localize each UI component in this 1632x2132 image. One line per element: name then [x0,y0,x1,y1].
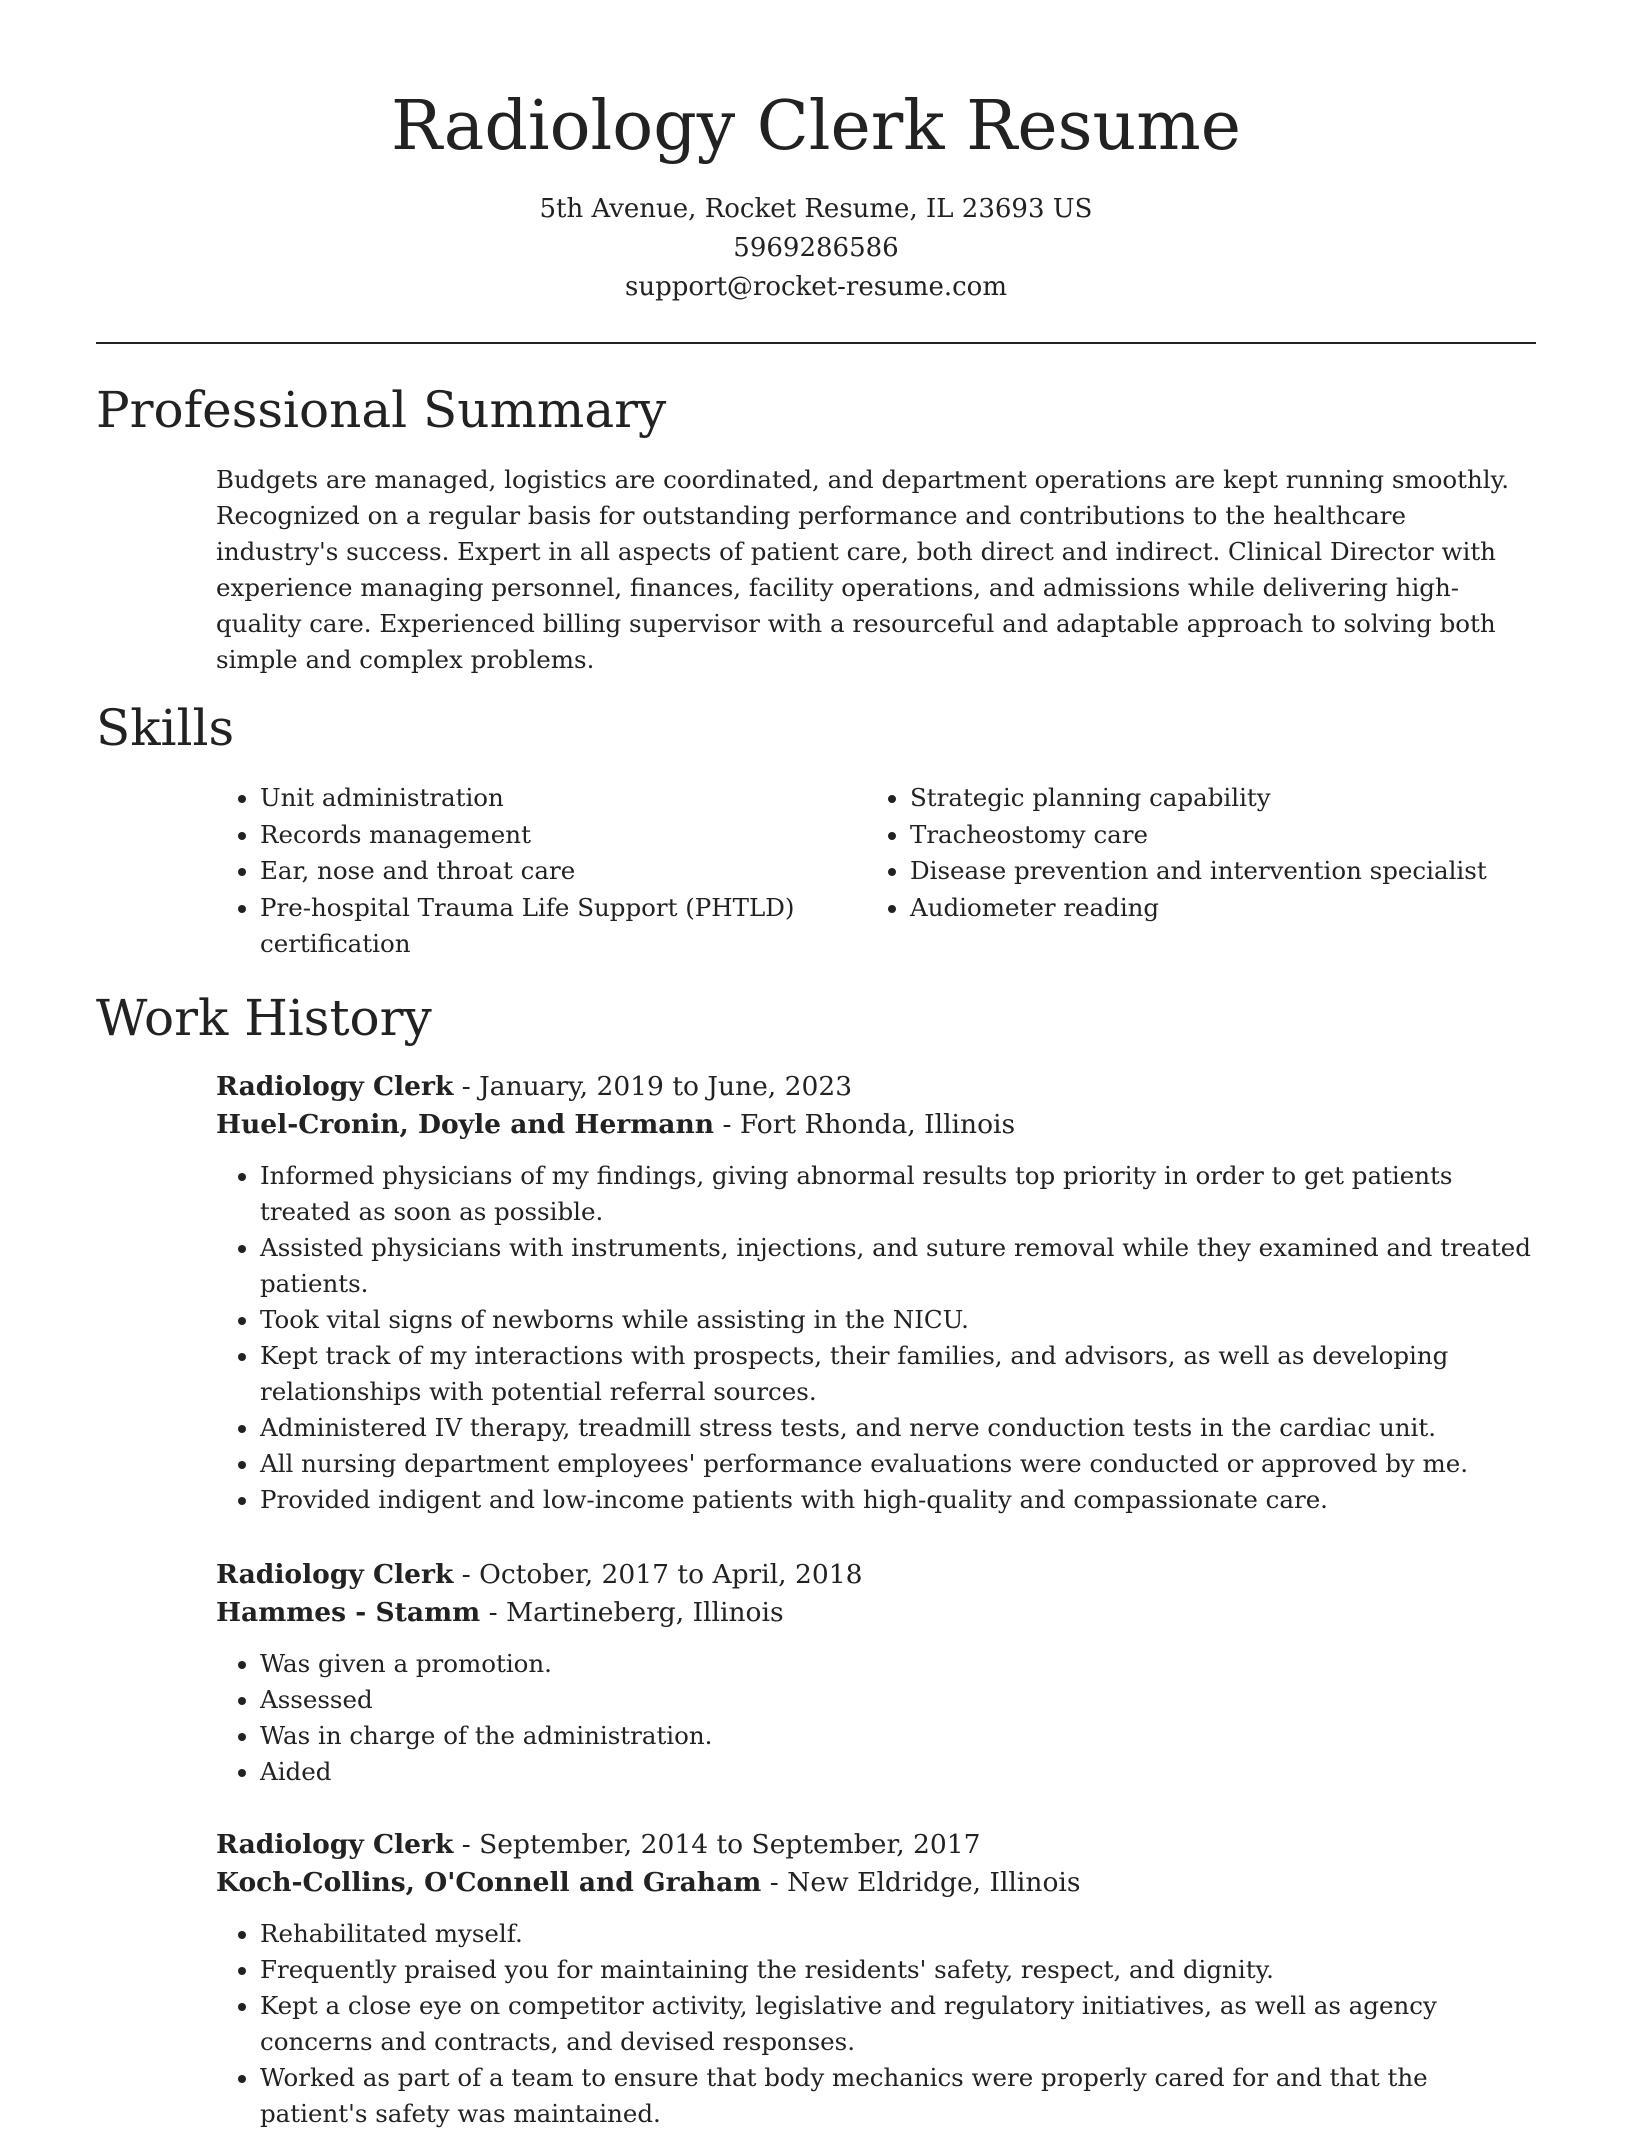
duty-item: • Frequently praised you for maintaining the residents' safety, respect, and dignity. [260,1952,1536,1988]
contact-email: support@rocket-resume.com [624,272,1007,302]
contact-address: 5th Avenue, Rocket Resume, IL 23693 US [539,194,1093,224]
job-duties [216,1916,1536,2132]
work-history-heading: Work History [96,989,432,1047]
job-duties [216,1646,1536,1790]
header-divider [96,342,1536,344]
job-title-line [216,1068,1536,1106]
job-company: Huel-Cronin, Doyle and Hermann [216,1109,715,1140]
duty-item: • Was given a promotion. [260,1646,1536,1682]
skills-heading: Skills [96,699,235,757]
job-title: Radiology Clerk [216,1829,454,1860]
job-separator: - [461,1559,480,1590]
skill-item: • Pre-hospital Trauma Life Support (PHTLD) certification [260,890,820,963]
skill-item: • Ear, nose and throat care [260,853,820,890]
job-title: Radiology Clerk [216,1559,454,1590]
duty-item: • Aided [260,1754,1536,1790]
job-duties [216,1158,1536,1518]
resume-title: Radiology Clerk Resume [391,87,1241,166]
duty-item: • Kept a close eye on competitor activity, legislative and regulatory initiatives, as well as agency concerns and contracts, and devised responses. [260,1988,1536,2060]
job-title-line [216,1556,1536,1594]
job-dates: January, 2019 to June, 2023 [479,1071,853,1102]
job-location: New Eldridge, Illinois [787,1867,1081,1898]
skill-item: • Strategic planning capability [910,780,1550,817]
job-location: Fort Rhonda, Illinois [739,1109,1016,1140]
job-company: Koch-Collins, O'Connell and Graham [216,1867,762,1898]
job-separator: - [769,1867,788,1898]
duty-item: • Worked as part of a team to ensure that body mechanics were properly cared for and that the patient's safety was maintained. [260,2060,1536,2132]
job-separator: - [461,1071,480,1102]
skill-item: • Audiometer reading [910,890,1550,927]
duty-item: • Kept track of my interactions with prospects, their families, and advisors, as well as developing relationships with potential referral sources. [260,1338,1536,1410]
job-entry [216,1556,1536,1790]
skill-item: • Disease prevention and intervention specialist [910,853,1550,890]
duty-item: • All nursing department employees' performance evaluations were conducted or approved by me. [260,1446,1536,1482]
contact-info [96,190,1536,307]
duty-item: • Provided indigent and low-income patients with high-quality and compassionate care. [260,1482,1536,1518]
job-dates: September, 2014 to September, 2017 [479,1829,981,1860]
contact-phone: 5969286586 [733,233,899,263]
skills-list-left [216,780,820,963]
job-title-line [216,1826,1536,1864]
job-entry [216,1826,1536,2132]
duty-item: • Assessed [260,1682,1536,1718]
job-company-line [216,1864,1536,1902]
duty-item: • Assisted physicians with instruments, injections, and suture removal while they examined and treated patients. [260,1230,1536,1302]
duty-item: • Was in charge of the administration. [260,1718,1536,1754]
job-company: Hammes - Stamm [216,1597,481,1628]
skills-list-right [866,780,1550,926]
job-dates: October, 2017 to April, 2018 [479,1559,863,1590]
job-entry [216,1068,1536,1518]
job-company-line [216,1106,1536,1144]
resume-page [96,0,1536,2128]
summary-heading: Professional Summary [96,381,667,439]
job-separator: - [461,1829,480,1860]
job-separator: - [488,1597,506,1628]
job-company-line [216,1594,1536,1632]
summary-text: Budgets are managed, logistics are coordinated, and department operations are kept running smoothly. Recognized on a regular basis for outstanding performance and contributions to the healthcare industry's success. Expert in all aspects of patient care, both direct and indirect. Clinical Director with experience managing personnel, finances, facility operations, and admissions while delivering high-quality care. Experienced billing supervisor with a resourceful and adaptable approach to solving both simple and complex problems. [216,465,1510,674]
duty-item: • Took vital signs of newborns while assisting in the NICU. [260,1302,1536,1338]
skill-item: • Unit administration [260,780,820,817]
job-separator: - [722,1109,740,1140]
duty-item: • Rehabilitated myself. [260,1916,1536,1952]
job-location: Martineberg, Illinois [505,1597,784,1628]
duty-item: • Informed physicians of my findings, giving abnormal results top priority in order to get patients treated as soon as possible. [260,1158,1536,1230]
duty-item: • Administered IV therapy, treadmill stress tests, and nerve conduction tests in the cardiac unit. [260,1410,1536,1446]
skill-item: • Tracheostomy care [910,817,1550,854]
skill-item: • Records management [260,817,820,854]
job-title: Radiology Clerk [216,1071,454,1102]
